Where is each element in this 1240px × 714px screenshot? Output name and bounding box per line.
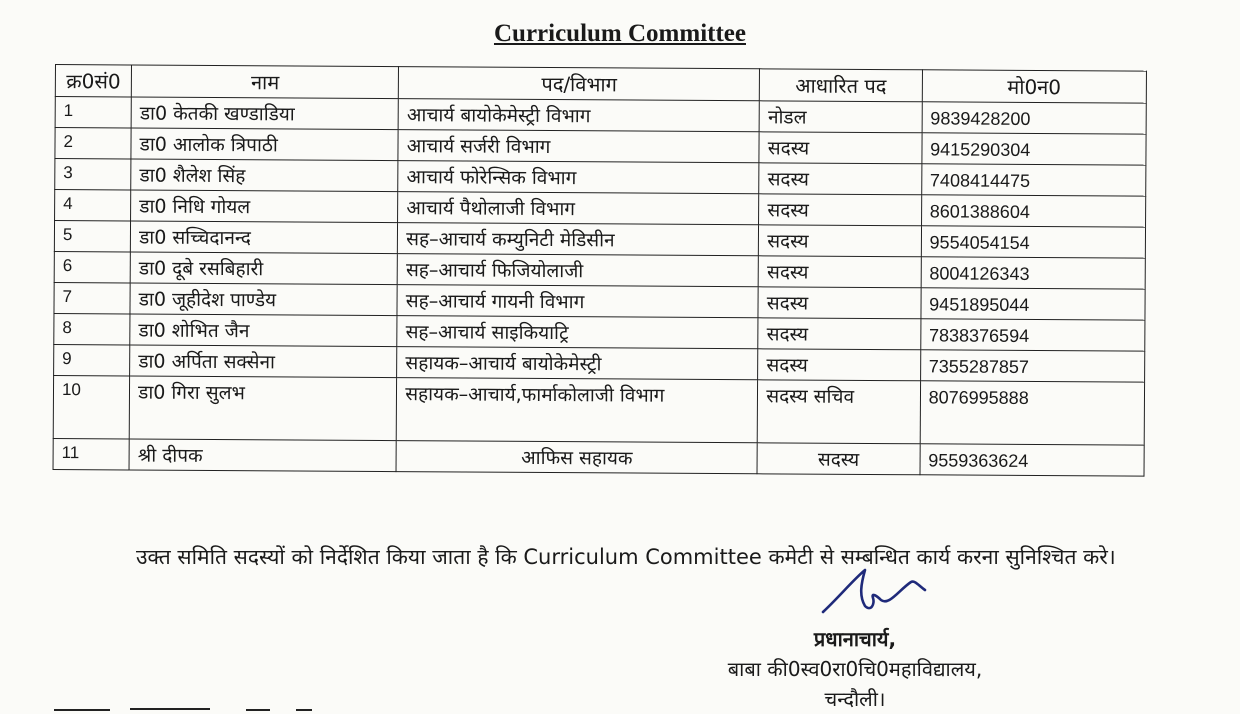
signatory-designation: प्रधानाचार्य, xyxy=(813,627,897,651)
cell-mobile: 7355287857 xyxy=(920,350,1145,382)
cell-mobile: 7838376594 xyxy=(920,319,1145,351)
table-row xyxy=(53,438,1144,476)
signatory-place: चन्दौली। xyxy=(824,687,886,711)
cell-sno: 3 xyxy=(55,159,131,190)
cell-mobile: 9839428200 xyxy=(922,102,1147,134)
cell-name: डा0 शैलेश सिंह xyxy=(131,159,398,192)
header-dept: पद/विभाग xyxy=(399,67,760,101)
cell-sno: 7 xyxy=(54,282,130,313)
cell-dept: सह–आचार्य फिजियोलाजी xyxy=(397,254,758,287)
cell-role: सदस्य xyxy=(758,287,921,319)
cell-name: डा0 जूहीदेश पाण्डेय xyxy=(130,283,397,316)
cell-mobile: 8601388604 xyxy=(921,195,1146,227)
cell-name: डा0 आलोक त्रिपाठी xyxy=(131,128,398,161)
cell-dept: आचार्य पैथोलाजी विभाग xyxy=(398,192,759,225)
cell-sno: 4 xyxy=(55,190,131,221)
header-role: आधारित पद xyxy=(760,69,923,102)
cell-role: सदस्य xyxy=(758,318,921,350)
cell-sno: 2 xyxy=(55,128,131,159)
signatory-institution: बाबा की0स्व0रा0चि0महाविद्यालय, xyxy=(727,657,983,681)
signatory-block xyxy=(640,624,1070,714)
cell-sno: 9 xyxy=(54,344,130,375)
cell-dept: आचार्य फोरेन्सिक विभाग xyxy=(398,161,759,194)
header-name: नाम xyxy=(132,65,399,99)
cell-sno: 6 xyxy=(54,251,130,282)
cell-role: सदस्य सचिव xyxy=(757,380,920,444)
cell-role: सदस्य xyxy=(759,194,922,226)
cell-name: डा0 दूबे रसबिहारी xyxy=(130,252,397,285)
cell-sno: 5 xyxy=(54,221,130,252)
cell-sno: 1 xyxy=(55,97,131,128)
cell-dept: सह–आचार्य साइकियाट्रि xyxy=(397,316,758,349)
table-row xyxy=(53,375,1144,445)
cell-role: नोडल xyxy=(759,101,922,133)
cell-name: श्री दीपक xyxy=(129,439,396,472)
cell-mobile: 7408414475 xyxy=(921,164,1146,196)
cell-role: सदस्य xyxy=(757,443,920,475)
cell-name: डा0 केतकी खण्डाडिया xyxy=(131,97,398,130)
cell-mobile: 9451895044 xyxy=(921,288,1146,320)
cell-mobile: 8076995888 xyxy=(920,381,1145,445)
cell-dept: सहायक–आचार्य बायोकेमेस्ट्री xyxy=(397,347,758,380)
instruction-note: उक्त समिति सदस्यों को निर्देशित किया जाता है कि Curriculum Committee कमेटी से सम्बन्धित कार्य करना सुनिश्चित करे। xyxy=(136,545,1116,569)
page-title: Curriculum Committee xyxy=(493,20,746,47)
header-mobile: मो0न0 xyxy=(922,70,1147,103)
cell-name: डा0 सच्चिदानन्द xyxy=(131,221,398,254)
signature-mark xyxy=(815,566,935,618)
cell-dept: सह–आचार्य कम्युनिटी मेडिसीन xyxy=(398,223,759,256)
cell-name: डा0 अर्पिता सक्सेना xyxy=(130,345,397,378)
cell-role: सदस्य xyxy=(759,163,922,195)
cell-role: सदस्य xyxy=(758,349,921,381)
cell-dept: आचार्य सर्जरी विभाग xyxy=(398,130,759,163)
committee-table xyxy=(53,64,1147,477)
cell-dept: आफिस सहायक xyxy=(396,441,757,474)
cell-role: सदस्य xyxy=(758,256,921,288)
cell-dept: सह–आचार्य गायनी विभाग xyxy=(397,285,758,318)
cell-name: डा0 शोभित जैन xyxy=(130,314,397,347)
cell-name: डा0 गिरा सुलभ xyxy=(129,376,396,441)
cell-sno: 8 xyxy=(54,313,130,344)
cell-dept: सहायक–आचार्य,फार्माकोलाजी विभाग xyxy=(396,378,757,443)
cell-sno: 10 xyxy=(53,375,130,438)
cropped-text-fragment xyxy=(50,700,350,714)
cell-dept: आचार्य बायोकेमेस्ट्री विभाग xyxy=(398,99,759,132)
header-sno: क्र0सं0 xyxy=(55,65,131,97)
cell-role: सदस्य xyxy=(759,225,922,257)
cell-mobile: 9554054154 xyxy=(921,226,1146,258)
cell-role: सदस्य xyxy=(759,132,922,164)
cell-name: डा0 निधि गोयल xyxy=(131,190,398,223)
cell-mobile: 9415290304 xyxy=(922,133,1147,165)
cell-mobile: 8004126343 xyxy=(921,257,1146,289)
cell-mobile: 9559363624 xyxy=(920,444,1145,476)
cell-sno: 11 xyxy=(53,438,129,469)
